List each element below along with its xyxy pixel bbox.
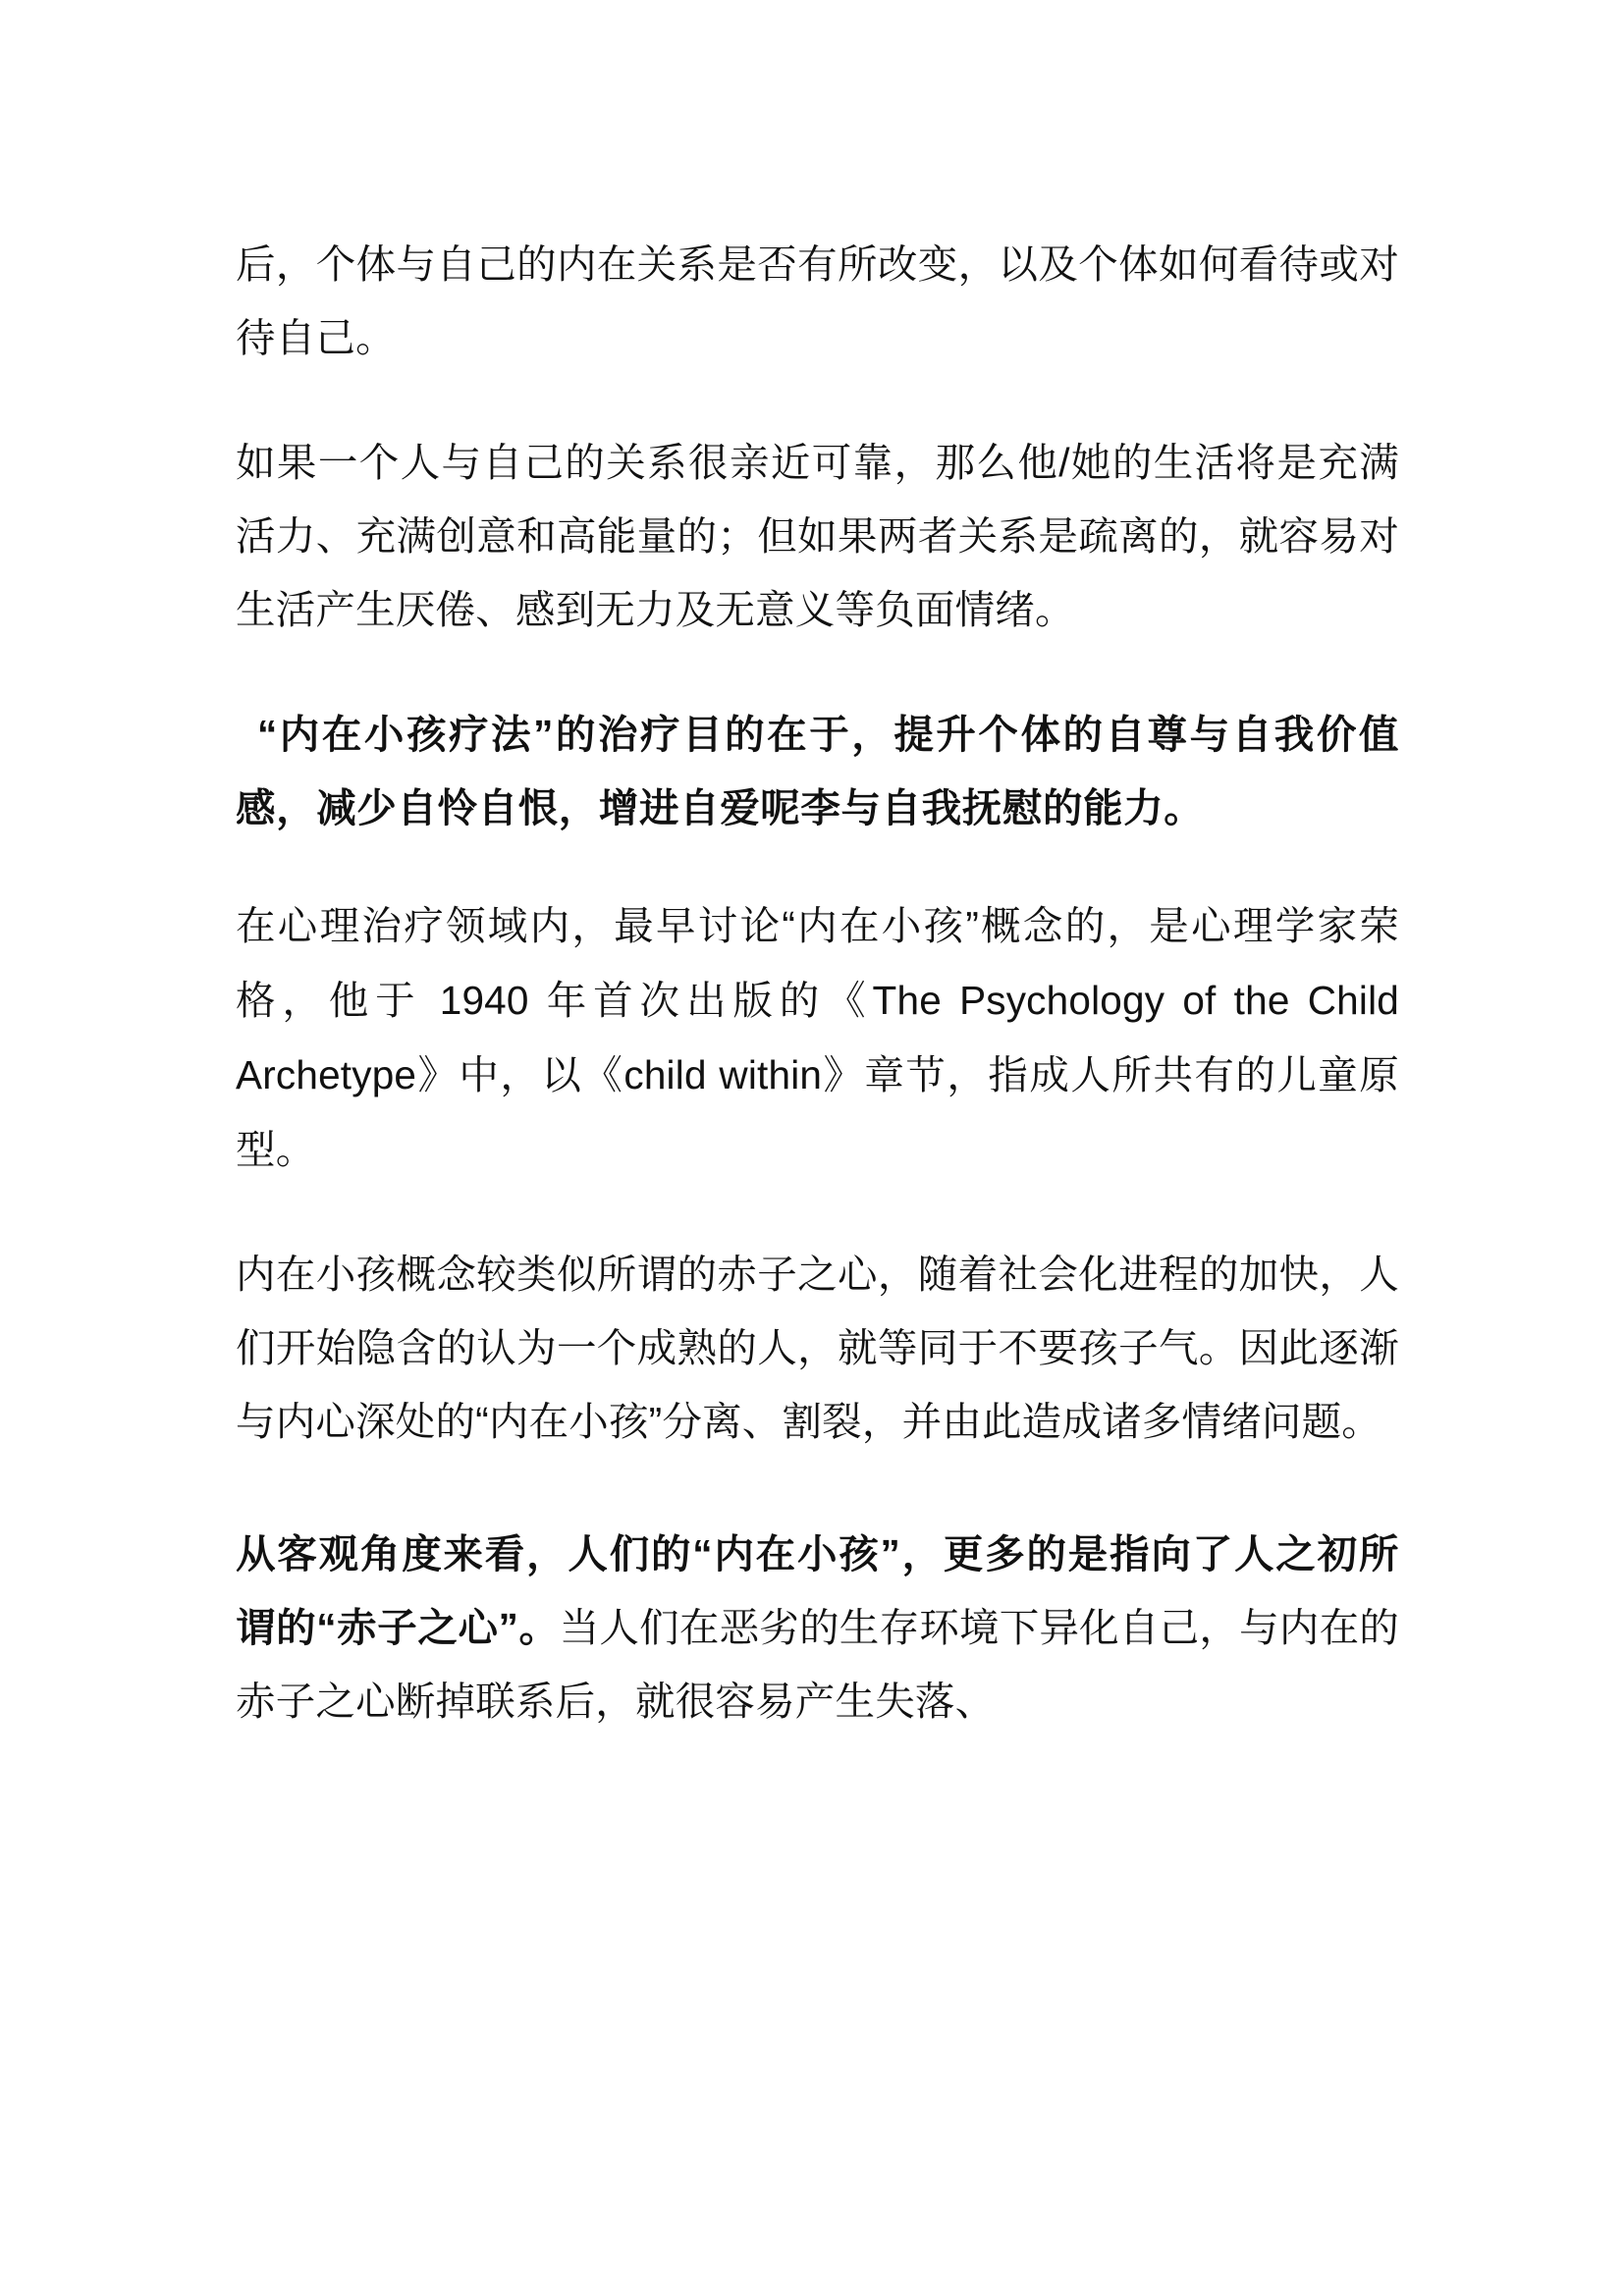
paragraph-objective-view-regular-run: 当人们在恶劣的生存环境下异化自己，与内在的赤子之心断掉联系后，就很容易产生失落、 [236, 1605, 1400, 1724]
paragraph-therapy-purpose: “内在小孩疗法”的治疗目的在于，提升个体的自尊与自我价值感，减少自怜自恨，增进自爱呢李与自我抚慰的能力。 [236, 712, 1399, 830]
paragraph-objective-view-bold-run: 从客观角度来看，人们的“内在小孩”，更多的是指向了人之初所谓的“赤子之心”。 [236, 1531, 1399, 1650]
paragraph-objective-view [236, 1518, 1399, 1738]
paragraph-socialization: 内在小孩概念较类似所谓的赤子之心，随着社会化进程的加快，人们开始隐含的认为一个成熟的人，就等同于不要孩子气。因此逐渐与内心深处的“内在小孩”分离、割裂，并由此造成诸多情绪问题。 [236, 1252, 1399, 1444]
paragraph-close-reliable-relationship: 如果一个人与自己的关系很亲近可靠，那么他/她的生活将是充满活力、充满创意和高能量的；但如果两者关系是疏离的，就容易对生活产生厌倦、感到无力及无意义等负面情绪。 [236, 440, 1399, 632]
paragraph-jung-origin: 在心理治疗领域内，最早讨论“内在小孩”概念的，是心理学家荣格，他于 1940 年首次出版的《The Psychology of the Child Archetype》中，以《child within》章节，指成人所共有的儿童原型。 [236, 903, 1399, 1172]
document-body [236, 228, 1399, 1738]
paragraph-inner-relationship: 后，个体与自己的内在关系是否有所改变，以及个体如何看待或对待自己。 [236, 241, 1399, 360]
